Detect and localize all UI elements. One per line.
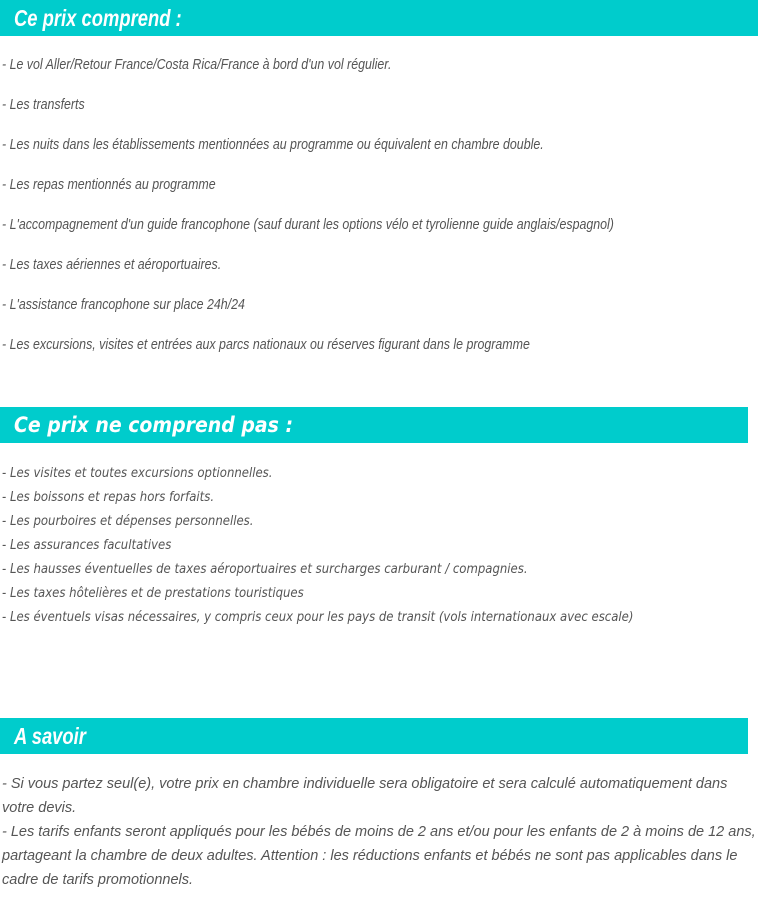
- list-item: - Les repas mentionnés au programme: [2, 177, 216, 193]
- list-item: - Les tarifs enfants seront appliqués pour les bébés de moins de 2 ans et/ou pour les enfants de 2 à moins de 12 ans, partageant la chambre de deux adultes. Attention : les réductions enfants et bébés ne sont pas applicables dans le cadre de tarifs promotionnels.: [2, 824, 756, 888]
- list-item: - Les hausses éventuelles de taxes aéroportuaires et surcharges carburant / compagnies.: [2, 562, 528, 577]
- section-title-not-included: Ce prix ne comprend pas :: [14, 412, 294, 437]
- list-item: - Si vous partez seul(e), votre prix en chambre individuelle sera obligatoire et sera calculé automatiquement dans votre devis.: [2, 776, 728, 816]
- list-item: - Les boissons et repas hors forfaits.: [2, 490, 215, 505]
- list-item: - L'assistance francophone sur place 24h/24: [2, 297, 245, 313]
- list-item: - Les excursions, visites et entrées aux parcs nationaux ou réserves figurant dans le programme: [2, 337, 530, 353]
- list-item: - Les taxes hôtelières et de prestations touristiques: [2, 586, 304, 601]
- list-item: - Les transferts: [2, 97, 85, 113]
- list-item: - Les visites et toutes excursions optionnelles.: [2, 466, 273, 481]
- list-item: - L'accompagnement d'un guide francophone (sauf durant les options vélo et tyrolienne guide anglais/espagnol): [2, 217, 614, 233]
- section-header-included: [0, 0, 758, 36]
- section-header-good-to-know: [0, 718, 748, 754]
- section-title-included: Ce prix comprend :: [14, 4, 182, 31]
- list-item: - Les éventuels visas nécessaires, y compris ceux pour les pays de transit (vols internationaux avec escale): [2, 610, 634, 625]
- list-item: - Les assurances facultatives: [2, 538, 172, 553]
- good-to-know-items-list: [0, 772, 758, 892]
- list-item: - Les taxes aériennes et aéroportuaires.: [2, 257, 222, 273]
- list-item: - Le vol Aller/Retour France/Costa Rica/France à bord d'un vol régulier.: [2, 57, 392, 73]
- not-included-items-list: [0, 462, 758, 630]
- section-title-good-to-know: A savoir: [14, 722, 86, 749]
- included-items-list: [0, 53, 758, 373]
- section-header-not-included: [0, 407, 748, 443]
- list-item: - Les pourboires et dépenses personnelles.: [2, 514, 254, 529]
- list-item: - Les nuits dans les établissements mentionnées au programme ou équivalent en chambre double.: [2, 137, 544, 153]
